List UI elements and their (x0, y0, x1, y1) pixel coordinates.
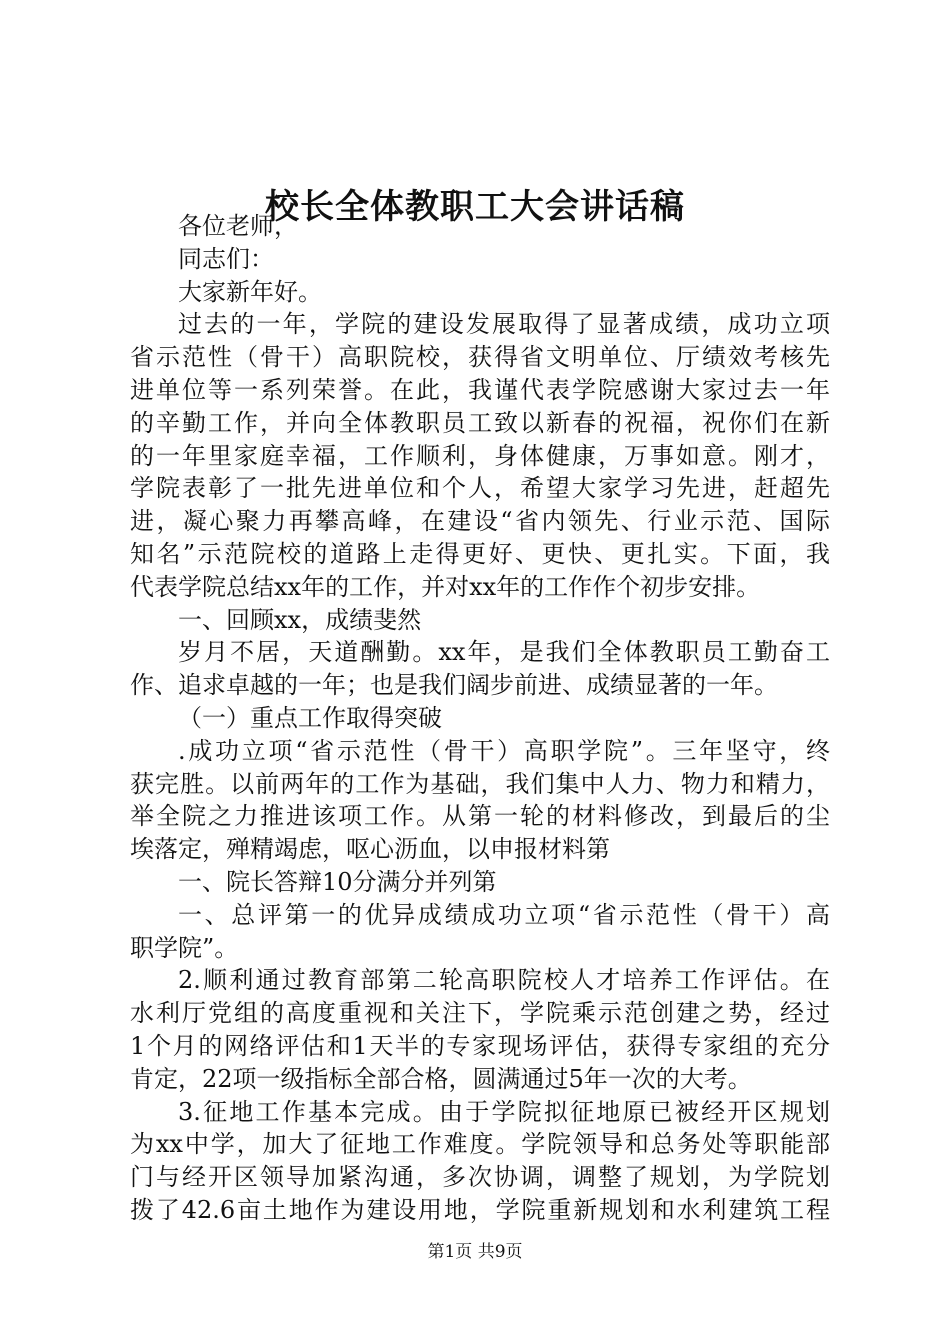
text-line: 岁月不居，天道酬勤。xx年，是我们全体教职员工勤奋工 (178, 638, 830, 667)
text-line: 代表学院总结xx年的工作，并对xx年的工作作个初步安排。 (130, 572, 761, 601)
text-line: 的一年里家庭幸福，工作顺利，身体健康，万事如意。刚才， (130, 441, 830, 470)
page-footer: 第1页 共9页 (427, 1242, 523, 1262)
document-title: 校长全体教职工大会讲话稿 (265, 187, 685, 227)
text-line: 举全院之力推进该项工作。从第一轮的材料修改，到最后的尘 (130, 802, 830, 831)
text-line: 的辛勤工作，并向全体教职员工致以新春的祝福，祝你们在新 (130, 408, 830, 437)
text-line: 同志们： (178, 244, 274, 273)
text-line: 各位老师， (178, 212, 298, 240)
text-line: 省示范性（骨干）高职院校，获得省文明单位、厅绩效考核先 (130, 343, 830, 372)
text-line: 学院表彰了一批先进单位和个人，希望大家学习先进，赶超先 (130, 474, 830, 503)
text-line: 作、追求卓越的一年；也是我们阔步前进、成绩显著的一年。 (130, 671, 778, 700)
text-line: 一、回顾xx，成绩斐然 (178, 605, 422, 634)
text-line: 职学院”。 (130, 933, 239, 962)
text-line: 1个月的网络评估和1天半的专家现场评估，获得专家组的充分 (130, 1031, 830, 1060)
text-line: 一、总评第一的优异成绩成功立项“省示范性（骨干）高 (178, 900, 830, 929)
text-line: 拨了42.6亩土地作为建设用地，学院重新规划和水利建筑工程 (130, 1195, 830, 1224)
text-line: 3.征地工作基本完成。由于学院拟征地原已被经开区规划 (178, 1097, 830, 1126)
text-line: 门与经开区领导加紧沟通，多次协调，调整了规划，为学院划 (130, 1163, 830, 1192)
text-line: 水利厅党组的高度重视和关注下，学院乘示范创建之势，经过 (130, 999, 830, 1028)
text-line: .成功立项“省示范性（骨干）高职学院”。三年坚守，终 (178, 736, 830, 765)
text-line: 2.顺利通过教育部第二轮高职院校人才培养工作评估。在 (178, 966, 830, 995)
document-body (130, 210, 830, 1227)
text-line: 肯定，22项一级指标全部合格，圆满通过5年一次的大考。 (130, 1064, 752, 1093)
text-line: 过去的一年，学院的建设发展取得了显著成绩，成功立项 (178, 310, 830, 339)
text-line: 进，凝心聚力再攀高峰，在建设“省内领先、行业示范、国际 (130, 507, 830, 536)
text-line: 为xx中学，加大了征地工作难度。学院领导和总务处等职能部 (130, 1130, 830, 1159)
text-line: （一）重点工作取得突破 (178, 703, 442, 732)
text-line: 获完胜。以前两年的工作为基础，我们集中人力、物力和精力， (130, 769, 830, 798)
text-line: 一、院长答辩10分满分并列第 (178, 867, 497, 896)
text-line: 埃落定，殚精竭虑，呕心沥血，以申报材料第 (130, 835, 610, 864)
text-line: 进单位等一系列荣誉。在此，我谨代表学院感谢大家过去一年 (130, 375, 830, 404)
text-line: 大家新年好。 (178, 277, 322, 306)
text-line: 知名”示范院校的道路上走得更好、更快、更扎实。下面，我 (130, 539, 830, 568)
